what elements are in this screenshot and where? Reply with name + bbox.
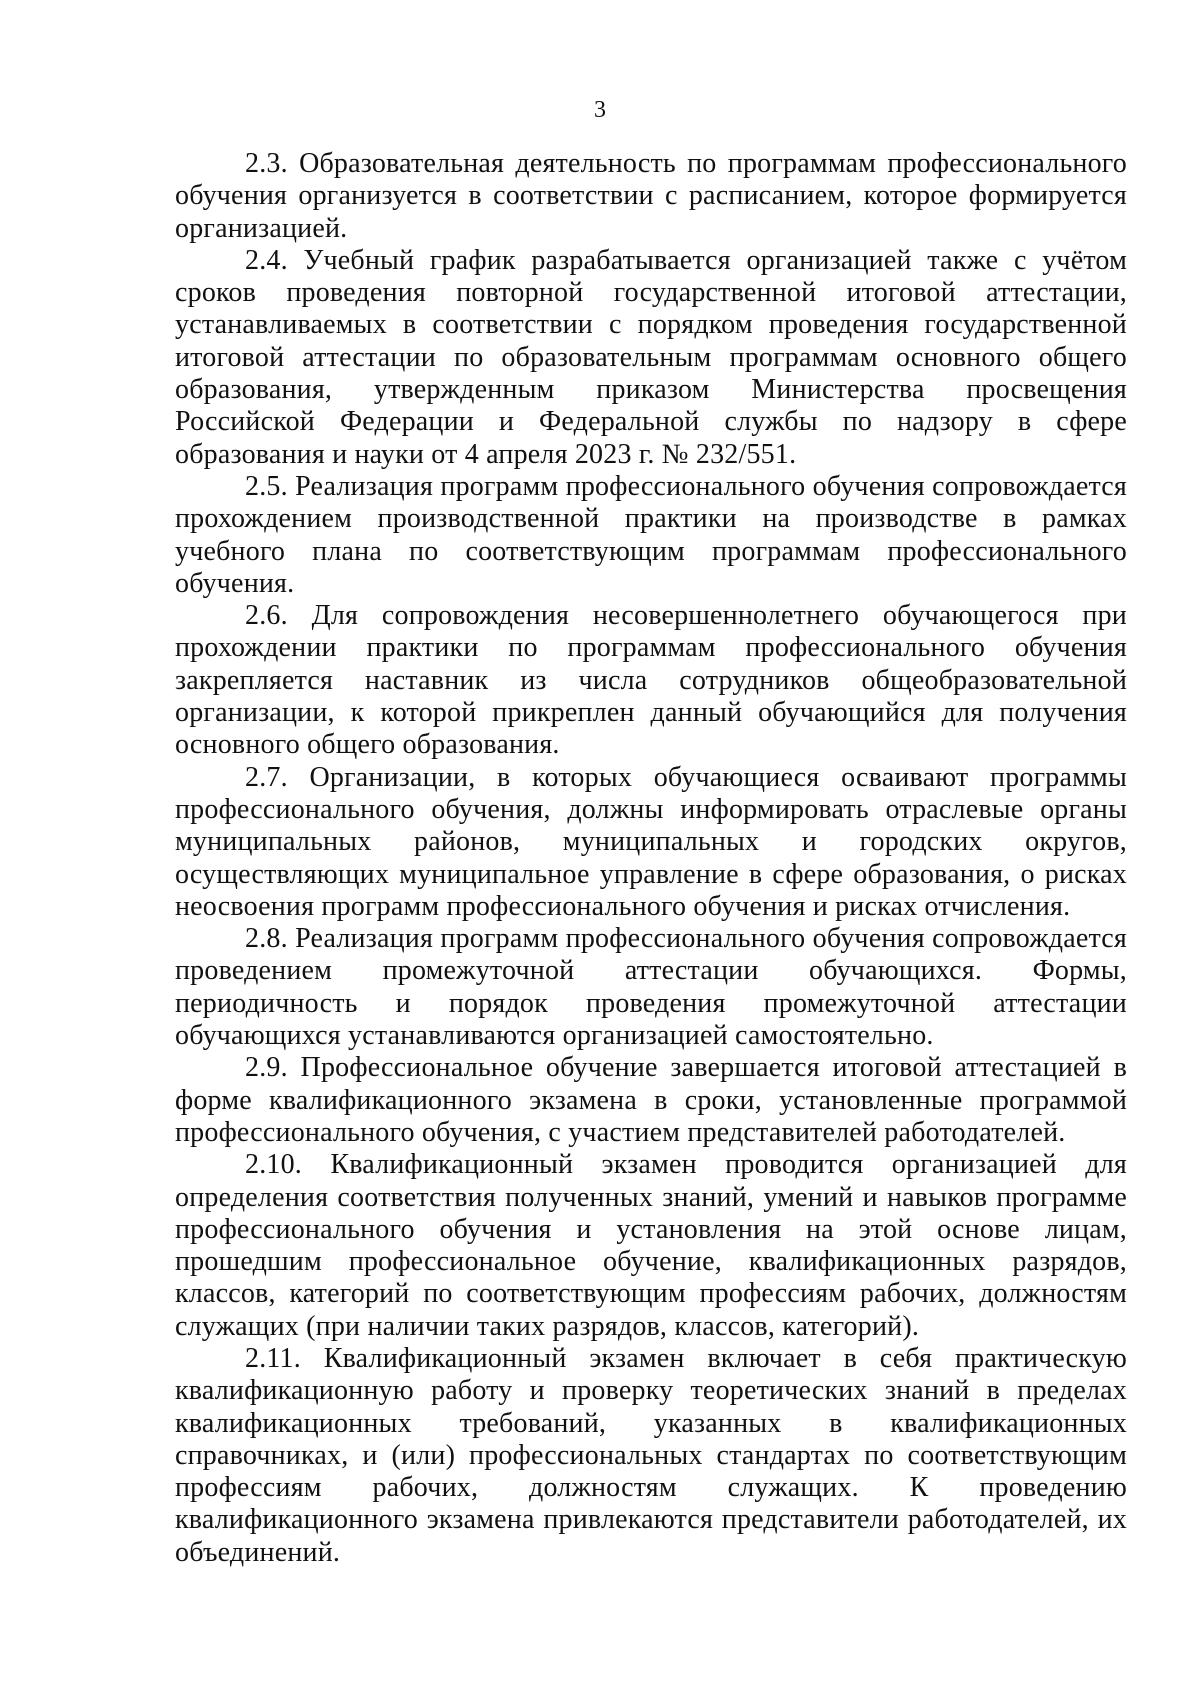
page-number: 3 — [594, 97, 606, 123]
paragraph-2-8: 2.8. Реализация программ профессионального обучения сопровождается проведением промежуточной аттестации обучающихся. Формы, периодичность и порядок проведения промежуточной аттестации обучающихся устанавливаются организацией самостоятельно. — [175, 923, 1127, 1052]
paragraph-2-7: 2.7. Организации, в которых обучающиеся осваивают программы профессионального обучения, должны информировать отраслевые органы муниципальных районов, муниципальных и городских округов, осуществляющих муниципальное управление в сфере образования, о рисках неосвоения программ профессионального обучения и рисках отчисления. — [175, 761, 1127, 922]
paragraph-2-5: 2.5. Реализация программ профессионального обучения сопровождается прохождением производственной практики на производстве в рамках учебного плана по соответствующим программам профессионального обучения. — [175, 470, 1127, 599]
paragraph-2-3: 2.3. Образовательная деятельность по программам профессионального обучения организуется в соответствии с расписанием, которое формируется организацией. — [175, 148, 1127, 244]
paragraph-2-4: 2.4. Учебный график разрабатывается организацией также с учётом сроков проведения повторной государственной итоговой аттестации, устанавливаемых в соответствии с порядком проведения государственной итоговой аттестации по образовательным программам основного общего образования, утвержденным приказом Министерства просвещения Российской Федерации и Федеральной службы по надзору в сфере образования и науки от 4 апреля 2023 г. № 232/551. — [175, 244, 1127, 470]
paragraph-2-10: 2.10. Квалификационный экзамен проводится организацией для определения соответствия полученных знаний, умений и навыков программе профессионального обучения и установления на этой основе лицам, прошедшим профессиональное обучение, квалификационных разрядов, классов, категорий по соответствующим профессиям рабочих, должностям служащих (при наличии таких разрядов, классов, категорий). — [175, 1149, 1127, 1342]
document-body — [175, 148, 1127, 1569]
paragraph-2-6: 2.6. Для сопровождения несовершеннолетнего обучающегося при прохождении практики по программам профессионального обучения закрепляется наставник из числа сотрудников общеобразовательной организации, к которой прикреплен данный обучающийся для получения основного общего образования. — [175, 600, 1127, 761]
paragraph-2-11: 2.11. Квалификационный экзамен включает в себя практическую квалификационную работу и проверку теоретических знаний в пределах квалификационных требований, указанных в квалификационных справочниках, и (или) профессиональных стандартах по соответствующим профессиям рабочих, должностям служащих. К проведению квалификационного экзамена привлекаются представители работодателей, их объединений. — [175, 1342, 1127, 1568]
paragraph-2-9: 2.9. Профессиональное обучение завершается итоговой аттестацией в форме квалификационного экзамена в сроки, установленные программой профессионального обучения, с участием представителей работодателей. — [175, 1052, 1127, 1148]
